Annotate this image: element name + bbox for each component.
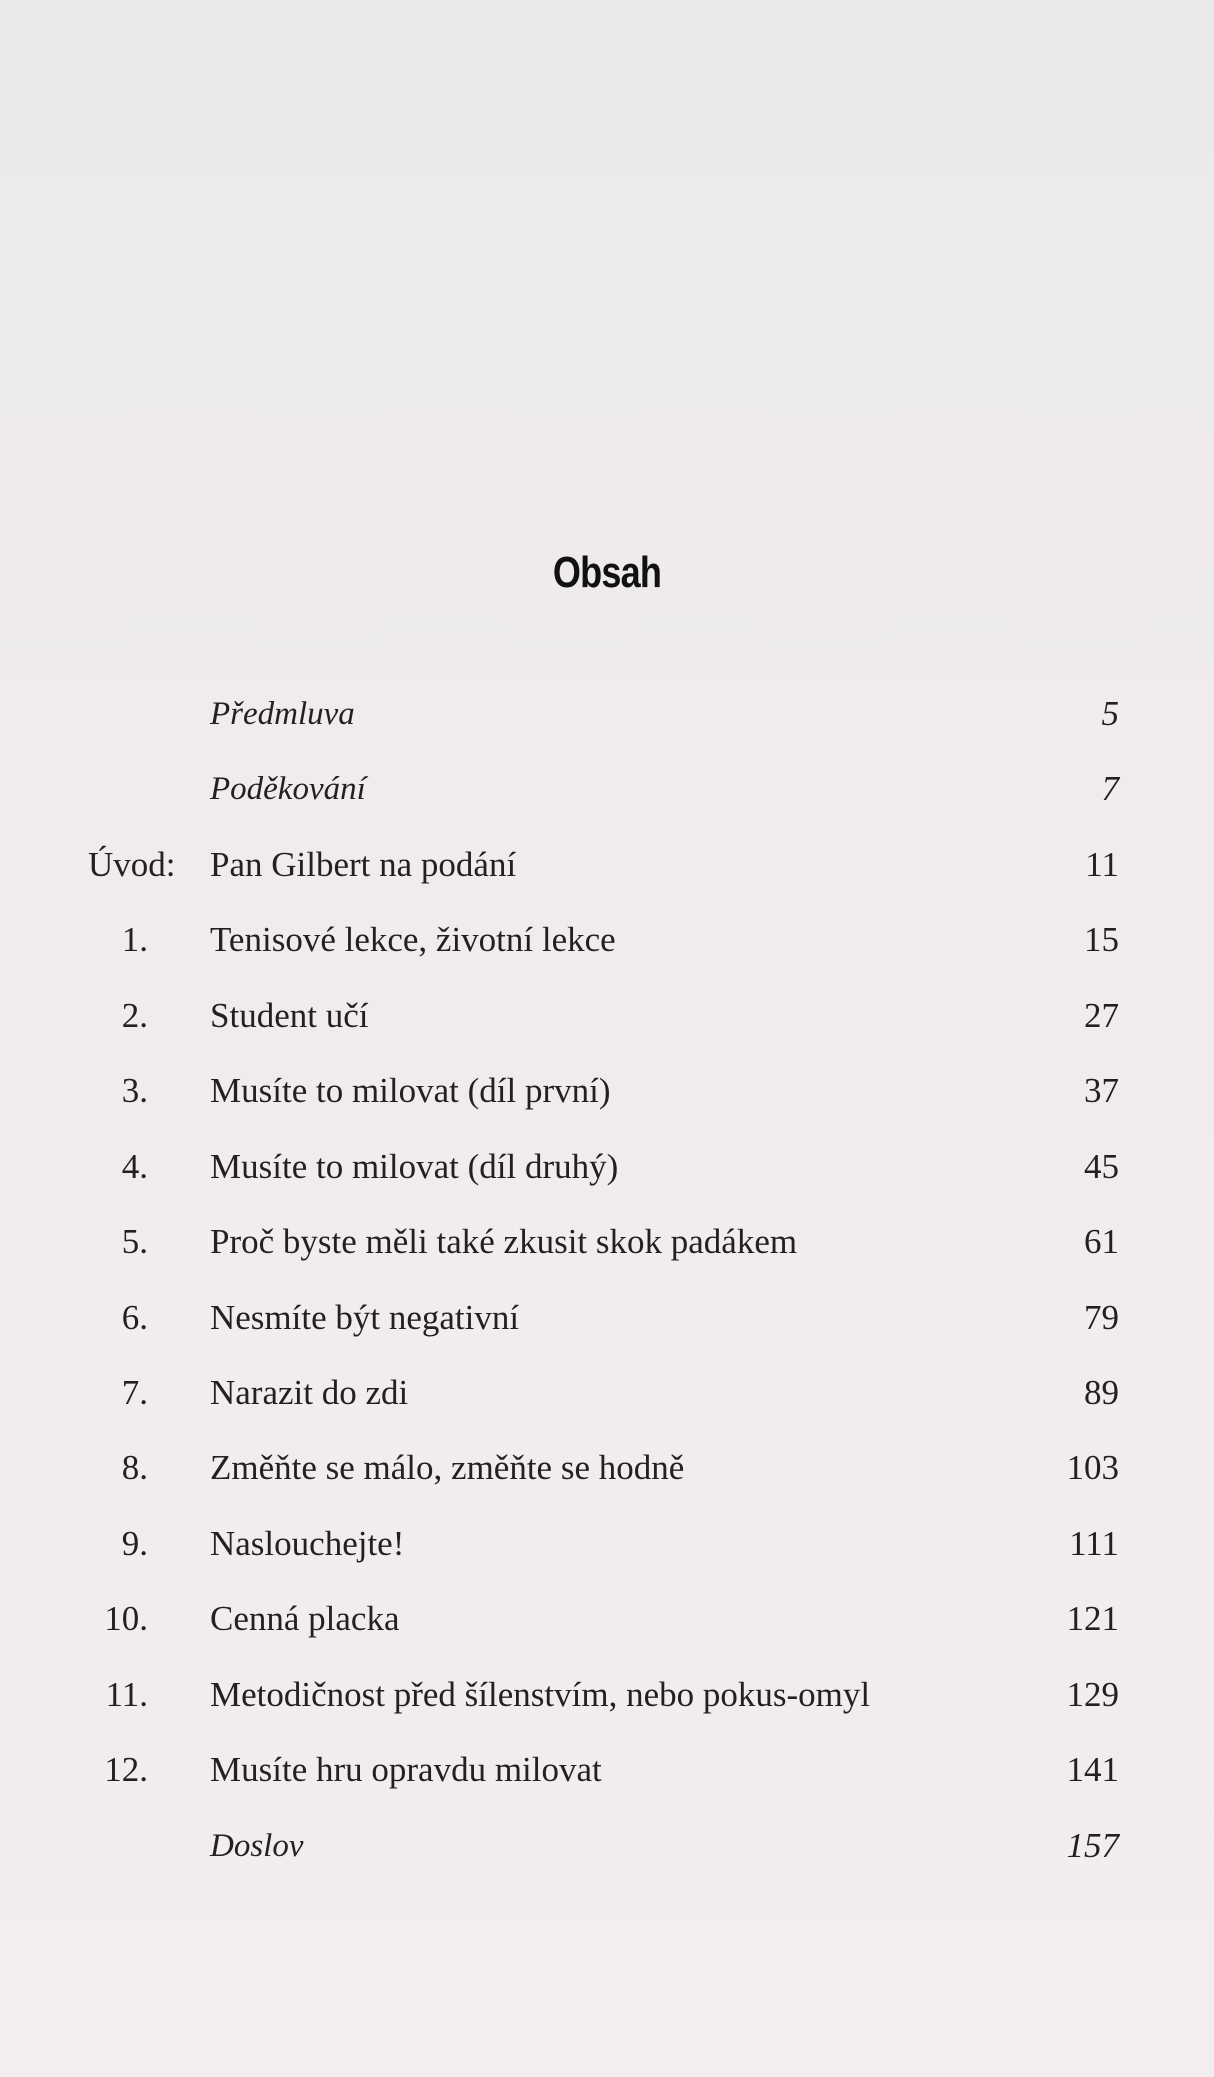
toc-entry-chapter-5 <box>0 1212 1214 1272</box>
toc-entry-chapter-4 <box>0 1137 1214 1197</box>
toc-entry-page: 45 <box>1084 1147 1119 1186</box>
page-title: Obsah <box>552 548 662 597</box>
toc-entry-title: Naslouchejte! <box>210 1524 405 1563</box>
toc-entry-number: 4. <box>121 1147 148 1186</box>
toc-entry-page: 157 <box>1066 1826 1119 1865</box>
toc-entry-title: Cenná placka <box>210 1599 400 1638</box>
toc-entry-page: 89 <box>1084 1373 1119 1412</box>
toc-entry-page: 121 <box>1066 1599 1119 1638</box>
toc-entry-number: 7. <box>121 1373 148 1412</box>
toc-entry-doslov <box>0 1816 1214 1876</box>
toc-entry-page: 37 <box>1084 1071 1119 1110</box>
toc-entry-chapter-7 <box>0 1363 1214 1423</box>
toc-entry-number: 11. <box>105 1675 148 1714</box>
toc-entry-chapter-12 <box>0 1740 1214 1800</box>
toc-entry-title: Pan Gilbert na podání <box>210 845 517 884</box>
toc-entry-page: 129 <box>1066 1675 1119 1714</box>
toc-entry-predmluva <box>0 684 1214 744</box>
toc-entry-page: 7 <box>1101 769 1119 808</box>
toc-entry-number: 3. <box>121 1071 148 1110</box>
toc-entry-number: 2. <box>121 996 148 1035</box>
toc-entry-title: Předmluva <box>210 696 355 732</box>
toc-entry-number: 10. <box>104 1599 148 1638</box>
toc-entry-title: Musíte to milovat (díl druhý) <box>210 1147 619 1186</box>
toc-entry-chapter-6 <box>0 1288 1214 1348</box>
toc-entry-page: 61 <box>1084 1222 1119 1261</box>
toc-entry-title: Metodičnost před šílenstvím, nebo pokus-omyl <box>210 1675 871 1714</box>
toc-entry-page: 5 <box>1101 694 1119 733</box>
toc-entry-number: 5. <box>121 1222 148 1261</box>
toc-entry-number: 6. <box>121 1298 148 1337</box>
toc-entry-title: Student učí <box>210 996 369 1035</box>
toc-entry-number: Úvod: <box>88 845 176 884</box>
toc-entry-page: 15 <box>1084 920 1119 959</box>
toc-entry-page: 111 <box>1069 1524 1119 1563</box>
toc-entry-chapter-8 <box>0 1438 1214 1498</box>
toc-entry-page: 11 <box>1085 845 1119 884</box>
toc-entry-number: 8. <box>121 1448 148 1487</box>
toc-entry-number: 9. <box>121 1524 148 1563</box>
toc-entry-number: 1. <box>121 920 148 959</box>
toc-entry-page: 79 <box>1084 1298 1119 1337</box>
toc-entry-title: Proč byste měli také zkusit skok padákem <box>210 1222 798 1261</box>
toc-entry-podekovani <box>0 759 1214 819</box>
toc-entry-uvod <box>0 835 1214 895</box>
toc-entry-title: Tenisové lekce, životní lekce <box>210 920 616 959</box>
toc-entry-title: Nesmíte být negativní <box>210 1298 520 1337</box>
toc-entry-chapter-9 <box>0 1514 1214 1574</box>
toc-entry-chapter-1 <box>0 910 1214 970</box>
toc-entry-chapter-3 <box>0 1061 1214 1121</box>
toc-entry-title: Musíte hru opravdu milovat <box>210 1750 602 1789</box>
toc-entry-page: 141 <box>1066 1750 1119 1789</box>
toc-entry-title: Narazit do zdi <box>210 1373 409 1412</box>
toc-entry-chapter-11 <box>0 1665 1214 1725</box>
toc-entry-chapter-10 <box>0 1589 1214 1649</box>
toc-entry-page: 27 <box>1084 996 1119 1035</box>
toc-entry-title: Změňte se málo, změňte se hodně <box>210 1448 685 1487</box>
toc-entry-title: Musíte to milovat (díl první) <box>210 1071 611 1110</box>
toc-entry-page: 103 <box>1066 1448 1119 1487</box>
toc-entry-chapter-2 <box>0 986 1214 1046</box>
toc-entry-number: 12. <box>104 1750 148 1789</box>
toc-entry-title: Doslov <box>210 1828 304 1864</box>
toc-entry-title: Poděkování <box>210 771 366 807</box>
